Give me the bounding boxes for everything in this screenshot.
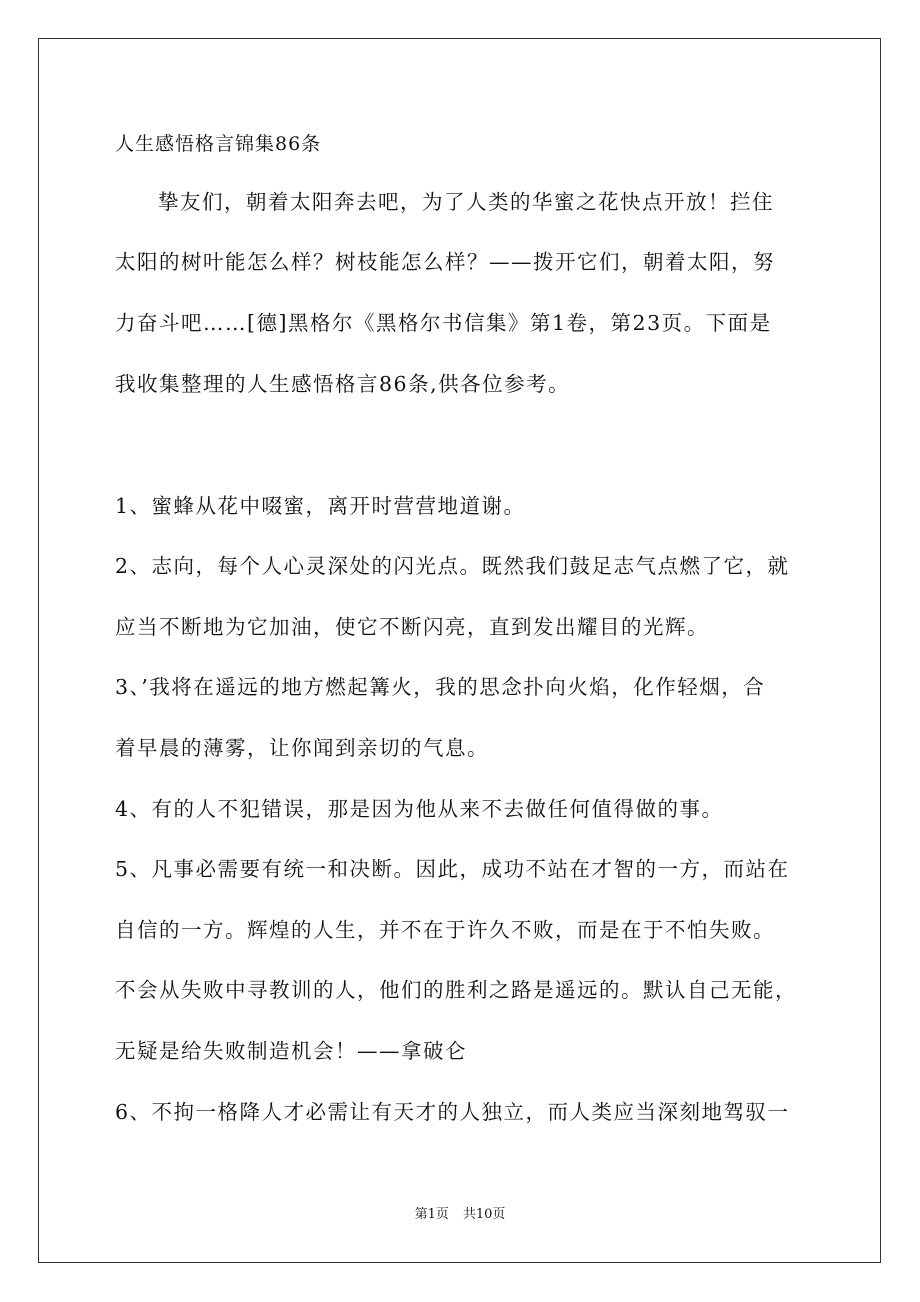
item-line-10: 无疑是给失败制造机会！——拿破仑 xyxy=(115,1039,467,1063)
intro-line-4: 我收集整理的人生感悟格言86条,供各位参考。 xyxy=(115,372,571,396)
intro-line-2: 太阳的树叶能怎么样？树枝能怎么样？——拨开它们，朝着太阳，努 xyxy=(115,250,775,274)
page-total: 共10页 xyxy=(462,1207,506,1222)
item-line-11: 6、不拘一格降人才必需让有天才的人独立，而人类应当深刻地驾驭一 xyxy=(115,1100,790,1124)
page-border xyxy=(38,38,881,1263)
document-title: 人生感悟格言锦集86条 xyxy=(115,133,322,155)
intro-line-1: 挚友们，朝着太阳奔去吧，为了人类的华蜜之花快点开放！拦住 xyxy=(158,190,774,214)
item-line-1: 1、蜜蜂从花中啜蜜，离开时营营地道谢。 xyxy=(115,494,526,518)
item-line-7: 5、凡事必需要有统一和决断。因此，成功不站在才智的一方，而站在 xyxy=(115,857,790,881)
page-footer xyxy=(0,1206,920,1224)
item-line-6: 4、有的人不犯错误，那是因为他从来不去做任何值得做的事。 xyxy=(115,797,724,821)
item-line-9: 不会从失败中寻教训的人，他们的胜利之路是遥远的。默认自己无能， xyxy=(115,978,797,1002)
item-line-3: 应当不断地为它加油，使它不断闪亮，直到发出耀目的光辉。 xyxy=(115,615,709,639)
item-line-4: 3、’我将在遥远的地方燃起篝火，我的思念扑向火焰，化作轻烟，合 xyxy=(115,675,766,699)
page-number: 第1页 xyxy=(414,1207,449,1222)
item-line-5: 着早晨的薄雾，让你闻到亲切的气息。 xyxy=(115,736,489,760)
item-line-8: 自信的一方。辉煌的人生，并不在于许久不败，而是在于不怕失败。 xyxy=(115,918,775,942)
intro-line-3: 力奋斗吧……[德]黑格尔《黑格尔书信集》第1卷，第23页。下面是 xyxy=(115,311,772,335)
item-line-2: 2、志向，每个人心灵深处的闪光点。既然我们鼓足志气点燃了它，就 xyxy=(115,554,790,578)
